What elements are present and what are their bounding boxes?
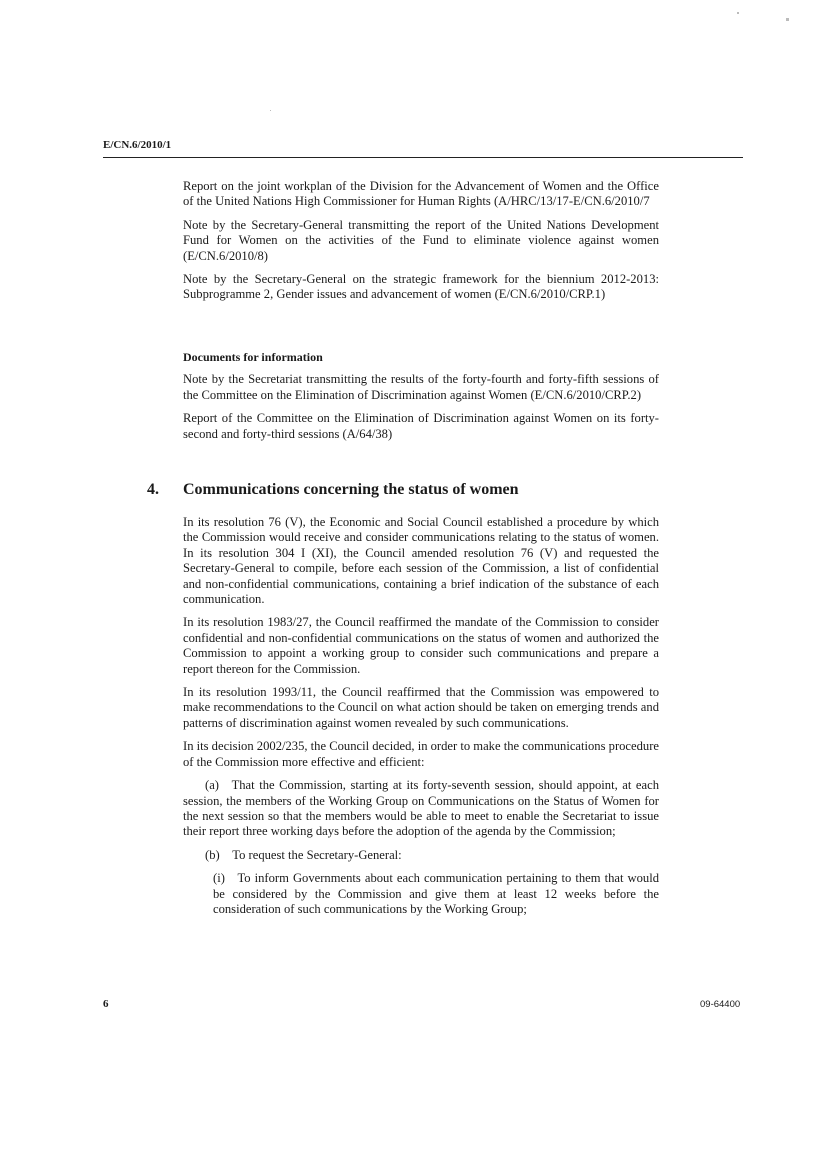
document-code: 09-64400: [700, 999, 741, 1010]
section-paragraph: In its resolution 1993/11, the Council reaffirmed that the Commission was empowered to make recommendations to the Council on what action should be taken on emerging trends and patterns of discrimination against women revealed by such communications.: [183, 685, 659, 730]
page-number: 6: [103, 998, 109, 1010]
subparagraph-b: (b) To request the Secretary-General:: [205, 847, 402, 862]
section-number: 4.: [147, 481, 159, 498]
section-paragraph: In its decision 2002/235, the Council decided, in order to make the communications procedure of the Commission more effective and efficient:: [183, 739, 659, 769]
scan-speck: [270, 110, 271, 111]
header-rule: [103, 157, 743, 158]
documents-continued-list: [183, 179, 659, 303]
document-entry: Note by the Secretary-General transmitting the report of the United Nations Development Fund for Women on the activities of the Fund to eliminate violence against women (E/CN.6/2010/8): [183, 217, 659, 263]
document-entry: Note by the Secretary-General on the strategic framework for the biennium 2012-2013: Subprogramme 2, Gender issues and advancement of women (E/CN.6/2010/CRP.1): [183, 272, 659, 302]
scan-speck: [737, 12, 739, 14]
scan-speck: [786, 18, 789, 21]
document-entry: Note by the Secretariat transmitting the results of the forty-fourth and forty-fifth sessions of the Committee on the Elimination of Discrimination against Women (E/CN.6/2010/CRP.2): [183, 372, 659, 402]
section-paragraph: In its resolution 76 (V), the Economic and Social Council established a procedure by which the Commission would receive and consider communications relating to the status of women. In its resolution 304 I (XI), the Council amended resolution 76 (V) and requested the Secretary-General to compile, before each session of the Commission, a list of confidential and non-confidential communications, containing a brief indication of the substance of each communication.: [183, 515, 659, 607]
document-entry: Report of the Committee on the Elimination of Discrimination against Women on its forty-second and forty-third sessions (A/64/38): [183, 411, 659, 441]
subparagraph-a: (a) That the Commission, starting at its forty-seventh session, should appoint, at each session, the members of the Working Group on Communications on the Status of Women for the next session so that the members would be able to meet to enable the Secretariat to issue their report three working days before the adoption of the agenda by the Commission;: [183, 778, 659, 839]
documents-for-information: [183, 350, 659, 442]
subparagraph-b-i: (i) To inform Governments about each communication pertaining to them that would be considered by the Commission and give them at least 12 weeks before the consideration of such communications by the Working Group;: [213, 871, 659, 916]
section-paragraph: In its resolution 1983/27, the Council reaffirmed the mandate of the Commission to consider confidential and non-confidential communications on the status of women and authorized the Commission to appoint a working group to consider such communications and prepare a report thereon for the Commission.: [183, 615, 659, 676]
documents-for-information-heading: Documents for information: [183, 350, 323, 364]
section-title: Communications concerning the status of women: [183, 481, 519, 498]
section-body: [183, 515, 659, 917]
document-entry: Report on the joint workplan of the Division for the Advancement of Women and the Office of the United Nations High Commissioner for Human Rights (A/HRC/13/17-E/CN.6/2010/7: [183, 179, 659, 209]
document-symbol: E/CN.6/2010/1: [103, 139, 172, 151]
